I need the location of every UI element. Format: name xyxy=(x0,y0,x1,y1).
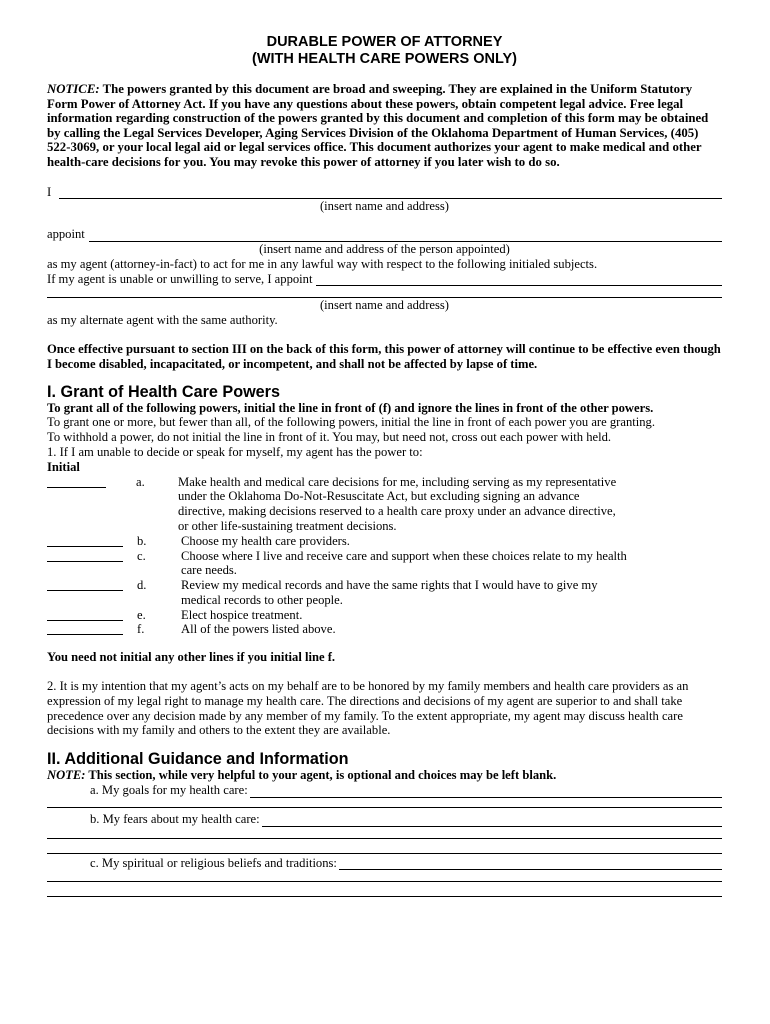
note-label: NOTE: xyxy=(47,768,86,783)
power-text-line: All of the powers listed above. xyxy=(181,622,336,637)
power-text xyxy=(181,622,722,637)
line-f-note: You need not initial any other lines if you initial line f. xyxy=(47,650,336,665)
power-text-line: or other life-sustaining treatment decisions. xyxy=(178,518,397,533)
alternate-agent-address-field[interactable] xyxy=(47,286,722,298)
alternate-agent-label: If my agent is unable or unwilling to serve, I appoint xyxy=(47,271,313,286)
alternate-agent-name-field[interactable] xyxy=(316,274,722,286)
section-2-note xyxy=(47,768,722,783)
instruction-grant-all: To grant all of the following powers, initial the line in front of (f) and ignore the lines in front of the other powers. xyxy=(47,400,654,415)
goals-label: a. My goals for my health care: xyxy=(90,783,248,798)
initial-field-e[interactable] xyxy=(47,608,123,621)
power-item-b xyxy=(47,534,722,549)
goals-row xyxy=(47,783,722,798)
power-text-line: Make health and medical care decisions for me, including serving as my representative xyxy=(178,474,617,489)
initial-field-c[interactable] xyxy=(47,549,123,562)
power-text xyxy=(181,608,722,623)
power-letter: a. xyxy=(136,474,145,489)
power-item-f xyxy=(47,622,722,637)
beliefs-label: c. My spiritual or religious beliefs and traditions: xyxy=(90,855,337,870)
power-text xyxy=(178,475,722,534)
form-page xyxy=(47,34,722,897)
power-text-line: care needs. xyxy=(181,563,237,578)
agent-caption: (insert name and address of the person appointed) xyxy=(259,241,510,256)
title-line-2: (WITH HEALTH CARE POWERS ONLY) xyxy=(251,50,518,67)
durability-statement: Once effective pursuant to section III on the back of this form, this power of attorney will continue to be effective even though I become disabled, incapacitated, or incompetent, and shall not be affected by lapse of time. xyxy=(47,341,721,371)
initial-field-a[interactable] xyxy=(47,475,106,488)
notice-paragraph xyxy=(47,82,722,170)
beliefs-field-line-3[interactable] xyxy=(47,882,722,897)
instruction-grant-some: To grant one or more, but fewer than all, of the following powers, initial the line in front of each power you are granting. xyxy=(47,415,655,430)
goals-field[interactable] xyxy=(250,786,722,798)
power-letter: c. xyxy=(137,548,146,563)
form-title xyxy=(47,34,722,67)
principal-block xyxy=(47,185,722,215)
section-2-heading: II. Additional Guidance and Information xyxy=(47,750,349,769)
fears-field-line-3[interactable] xyxy=(47,839,722,854)
power-text-line: Review my medical records and have the same rights that I would have to give my xyxy=(181,578,598,593)
initial-field-f[interactable] xyxy=(47,622,123,635)
powers-list xyxy=(47,475,722,638)
fears-label: b. My fears about my health care: xyxy=(90,811,260,826)
beliefs-row xyxy=(47,856,722,871)
agent-name-field[interactable] xyxy=(89,230,722,242)
fears-field[interactable] xyxy=(262,815,722,827)
power-item-d xyxy=(47,578,722,608)
agent-intention-paragraph: 2. It is my intention that my agent’s acts on my behalf are to be honored by my family members and health care providers as an expression of my legal right to manage my health care. The directions and decisions of my agent are superior to and shall take precedence over any decision made by any member of my family. To the extent appropriate, my agent may discuss health care decisions with my family and others to the extent they are available. xyxy=(47,679,689,738)
power-item-c xyxy=(47,549,722,579)
initial-column-label: Initial xyxy=(47,459,80,474)
agent-block xyxy=(47,227,722,328)
notice-label: NOTICE: xyxy=(47,82,100,96)
power-text xyxy=(181,578,722,608)
powers-intro: 1. If I am unable to decide or speak for myself, my agent has the power to: xyxy=(47,444,423,459)
principal-name-field[interactable] xyxy=(59,187,722,199)
principal-label: I xyxy=(47,184,52,199)
power-letter: f. xyxy=(137,622,145,637)
instruction-withhold: To withhold a power, do not initial the line in front of it. You may, but need not, cross out each power with held. xyxy=(47,430,612,445)
power-text-line: Choose my health care providers. xyxy=(181,533,350,548)
power-text-line: Choose where I live and receive care and support when these choices relate to my health xyxy=(181,548,627,563)
power-item-a xyxy=(47,475,722,534)
goals-field-line-2[interactable] xyxy=(47,798,722,808)
alternate-agent-text: as my alternate agent with the same authority. xyxy=(47,313,278,328)
principal-caption: (insert name and address) xyxy=(319,199,450,214)
beliefs-field[interactable] xyxy=(339,858,722,870)
power-text xyxy=(181,534,722,549)
power-text xyxy=(181,549,722,579)
power-text-line: directive, making decisions reserved to a health care proxy under an advance directive, xyxy=(178,504,616,519)
power-letter: d. xyxy=(137,578,147,593)
agent-label: appoint xyxy=(47,227,85,242)
beliefs-field-line-2[interactable] xyxy=(47,870,722,882)
notice-text: The powers granted by this document are broad and sweeping. They are explained in the Uniform Statutory Form Power of Attorney Act. If you have any questions about these powers, obtain competent legal advice. Free legal information regarding construction of the powers granted by this document and completion of this form may be obtained by calling the Legal Services Developer, Aging Services Division of the Oklahoma Department of Human Services, (405) 522-3069, or your local legal aid or legal services office. This document authorizes your agent to make medical and other health-care decisions for you. You may revoke this power of attorney if you later wish to do so. xyxy=(47,82,709,169)
power-text-line: Elect hospice treatment. xyxy=(181,607,303,622)
title-line-1: DURABLE POWER OF ATTORNEY xyxy=(266,34,503,50)
power-letter: b. xyxy=(137,533,147,548)
section-1-heading: I. Grant of Health Care Powers xyxy=(47,382,280,401)
note-text: This section, while very helpful to your agent, is optional and choices may be left blank. xyxy=(88,768,557,783)
fears-row xyxy=(47,812,722,827)
alternate-agent-caption: (insert name and address) xyxy=(319,298,450,313)
agent-text: as my agent (attorney-in-fact) to act for me in any lawful way with respect to the following initialed subjects. xyxy=(47,256,598,271)
initial-field-d[interactable] xyxy=(47,578,123,591)
power-text-line: medical records to other people. xyxy=(181,592,343,607)
fears-field-line-2[interactable] xyxy=(47,827,722,839)
power-item-e xyxy=(47,608,722,623)
initial-field-b[interactable] xyxy=(47,534,123,547)
power-letter: e. xyxy=(137,607,146,622)
power-text-line: under the Oklahoma Do-Not-Resuscitate Act, but excluding signing an advance xyxy=(178,489,580,504)
